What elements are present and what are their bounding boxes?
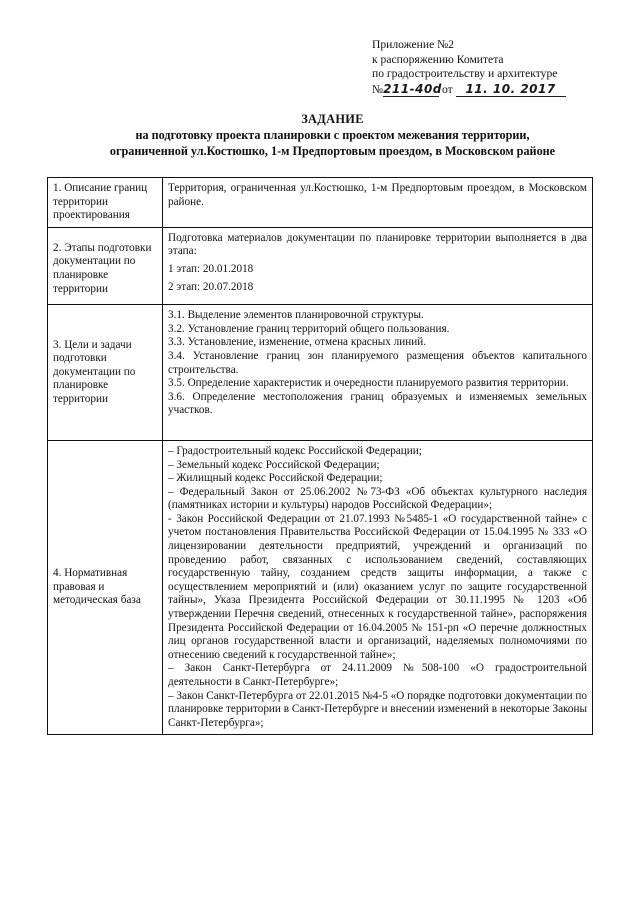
row-label: [48, 305, 163, 441]
row-label-text: 4. Нормативная правовая и методическая база: [53, 567, 141, 607]
row-label-text: 1. Описание границ территории проектирования: [53, 182, 148, 222]
title-line-1: на подготовку проекта планировки с проектом межевания территории,: [135, 128, 530, 142]
goal-item: 3.5. Определение характеристик и очередности планируемого развития территории.: [168, 377, 569, 390]
goal-item: 3.1. Выделение элементов планировочной структуры.: [168, 309, 424, 322]
row-content-text: Территория, ограниченная ул.Костюшко, 1-м Предпортовым проездом, в Московском районе.: [168, 182, 587, 208]
goal-item: 3.6. Определение местоположения границ образуемых и изменяемых земельных участков.: [168, 390, 587, 417]
handwritten-order-number: 211-40d: [383, 81, 442, 96]
row-label-text: 2. Этапы подготовки документации по планировке территории: [53, 241, 152, 295]
appendix-committee: по градостроительству и архитектуре: [372, 67, 558, 80]
title-line-2: ограниченной ул.Костюшко, 1-м Предпортовым проездом, в Московском районе: [109, 144, 556, 158]
norm-item: – Федеральный Закон от 25.06.2002 №73-ФЗ «Об объектах культурного наследия (памятниках истории и культуры) народов Российской Федерации»;: [168, 485, 587, 512]
table-row: [48, 440, 593, 734]
norm-item: – Закон Санкт-Петербурга от 22.01.2015 №4-5 «О порядке подготовки документации по планировке территории в Санкт-Петербурге и внесении изменений в некоторые Законы Санкт-Петербурга»;: [168, 689, 587, 729]
assignment-table: [47, 177, 593, 735]
appendix-title: Приложение №2: [372, 38, 454, 51]
norm-item: – Жилищный кодекс Российской Федерации;: [168, 472, 383, 485]
norm-item: – Закон Санкт-Петербурга от 24.11.2009 №508-100 «О градостроительной деятельности в Санкт-Петербурге»;: [168, 662, 587, 688]
date-prefix: от: [441, 82, 453, 96]
appendix-header: [372, 38, 612, 97]
document-title: [60, 111, 605, 159]
row-label: [48, 178, 163, 228]
row-content: [163, 440, 593, 734]
row-label: [48, 440, 163, 734]
appendix-order-ref: к распоряжению Комитета: [372, 52, 504, 66]
row-label: [48, 227, 163, 304]
handwritten-order-date: 11. 10. 2017: [456, 82, 566, 98]
row-content: [163, 227, 593, 304]
row-label-text: 3. Цели и задачи подготовки документации по планировке территории: [53, 338, 136, 405]
goal-item: 3.3. Установление, изменение, отмена красных линий.: [168, 336, 426, 349]
table-row: [48, 305, 593, 441]
stage-1: 1 этап: 20.01.2018: [168, 262, 254, 275]
appendix-number-date: [372, 82, 612, 98]
stages-intro: Подготовка материалов документации по планировке территории выполняется в два этапа:: [168, 231, 587, 258]
table-row: [48, 227, 593, 304]
table-row: [48, 178, 593, 228]
norm-item: – Градостроительный кодекс Российской Федерации;: [168, 444, 422, 457]
row-content: [163, 178, 593, 228]
goal-item: 3.2. Установление границ территорий общего пользования.: [168, 322, 450, 335]
goal-item: 3.4. Установление границ зон планируемого размещения объектов капитального строительства.: [168, 349, 587, 376]
norm-item: - Закон Российской Федерации от 21.07.1993 №5485-1 «О государственной тайне» с учетом постановления Правительства Российской Федерации от 15.04.1995 № 333 «О лицензировании деятельности предприятий, учреждений и организаций по проведению работ, связанных с использованием сведений, составляющих государственную тайну, созданием средств защиты информации, а также с осуществлением мероприятий и (или) оказанием услуг по защите государственной тайны», Указа Президента Российской Федерации от 30.11.1995 № 1203 «Об утверждении Перечня сведений, отнесенных к государственной тайне», распоряжения Президента Российской Федерации от 16.04.2005 № 151-рп «О перечне должностных лиц органов государственной власти и организаций, наделяемых полномочиями по отнесению сведений к государственной тайне»;: [168, 512, 587, 661]
norm-item: – Земельный кодекс Российской Федерации;: [168, 458, 380, 471]
stage-2: 2 этап: 20.07.2018: [168, 280, 254, 293]
title-main: ЗАДАНИЕ: [301, 112, 364, 126]
row-content: [163, 305, 593, 441]
number-prefix: №: [372, 82, 384, 96]
